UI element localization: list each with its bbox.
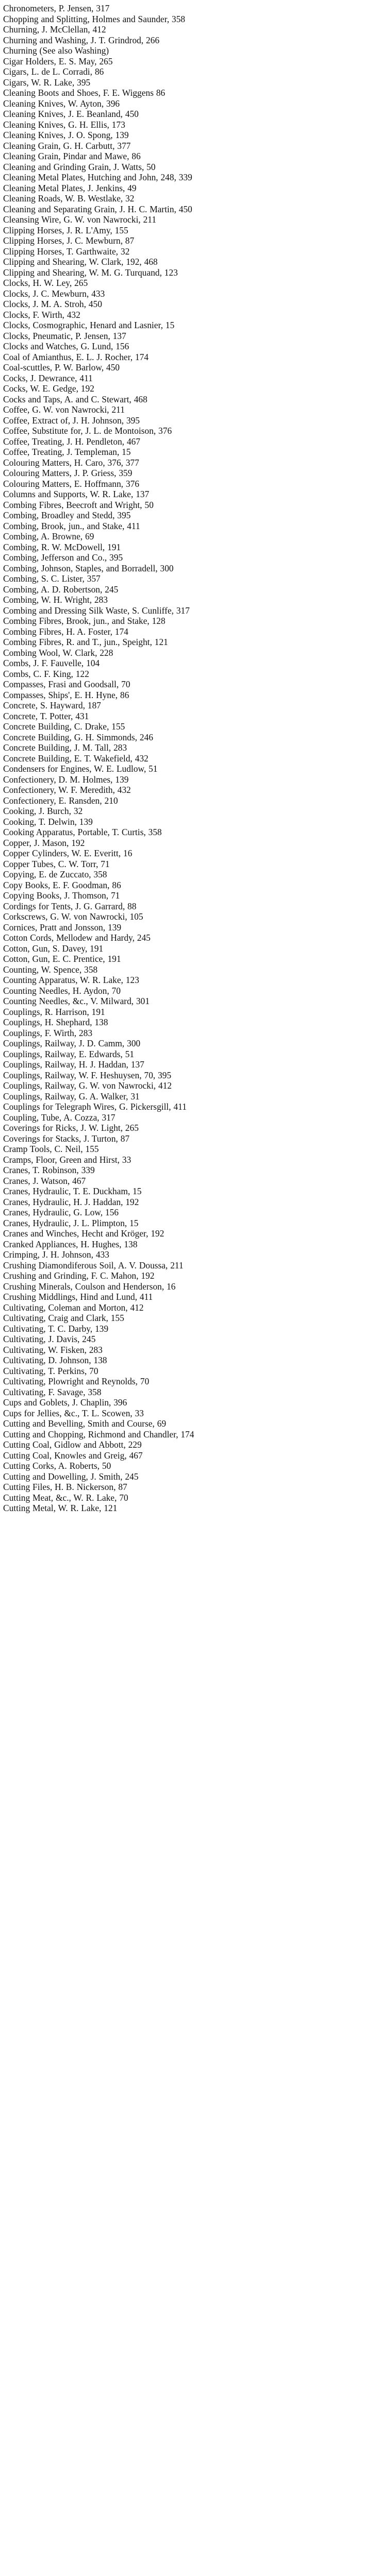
index-entry: Cutting Metal, W. R. Lake, 121 — [3, 1503, 118, 1513]
index-entry: Cleaning Grain, Pindar and Mawe, 86 — [3, 151, 141, 161]
index-entry: Combing, Broadley and Stedd, 395 — [3, 510, 131, 520]
index-entry: Cultivating, T. Perkins, 70 — [3, 1365, 99, 1376]
index-entry: Cleaning Boots and Shoes, F. E. Wiggens 86 — [3, 88, 166, 98]
index-entry: Concrete, T. Potter, 431 — [3, 710, 89, 721]
index-entry: Confectionery, E. Ransden, 210 — [3, 795, 118, 806]
index-entry: Couplings, Railway, G. W. von Nawrocki, 412 — [3, 1080, 172, 1091]
index-entry: Cranes and Winches, Hecht and Kröger, 192 — [3, 1228, 165, 1239]
index-entry: Cranes, J. Watson, 467 — [3, 1175, 86, 1186]
index-entry: Cultivating, Craig and Clark, 155 — [3, 1313, 124, 1323]
index-entry: Combing, Jefferson and Co., 395 — [3, 552, 123, 563]
index-entry: Clocks, J. M. A. Stroh, 450 — [3, 299, 102, 309]
index-entry: Copying, E. de Zuccato, 358 — [3, 869, 107, 879]
index-entry: Combing, A. Browne, 69 — [3, 531, 94, 541]
index-entry: Couplings for Telegraph Wires, G. Pickersgill, 411 — [3, 1101, 187, 1112]
index-entry: Cigars, W. R. Lake, 395 — [3, 77, 91, 88]
index-entry: Cocks, W. E. Gedge, 192 — [3, 383, 94, 394]
index-entry: Combing Fibres, Beecroft and Wright, 50 — [3, 499, 154, 510]
index-entry: Combing, S. C. Lister, 357 — [3, 573, 101, 584]
index-entry: Clocks and Watches, G. Lund, 156 — [3, 341, 129, 351]
index-entry: Crimping, J. H. Johnson, 433 — [3, 1249, 109, 1260]
index-entry: Counting, W. Spence, 358 — [3, 964, 98, 975]
index-entry: Cultivating, Plowright and Reynolds, 70 — [3, 1376, 150, 1386]
index-entry: Cultivating, W. Fisken, 283 — [3, 1344, 103, 1355]
index-entry: Clocks, J. C. Mewburn, 433 — [3, 288, 105, 299]
index-entry: Cutting Meat, &c., W. R. Lake, 70 — [3, 1492, 128, 1503]
index-entry: Cleaning and Grinding Grain, J. Watts, 50 — [3, 161, 156, 172]
index-entry: Concrete Building, J. M. Tall, 283 — [3, 742, 127, 753]
index-entry: Cotton Cords, Mellodew and Hardy, 245 — [3, 933, 151, 943]
index-entry: Copying Books, J. Thomson, 71 — [3, 890, 120, 901]
index-entry: Cotton, Gun, S. Davey, 191 — [3, 943, 104, 954]
index-entry: Cleaning Knives, J. O. Spong, 139 — [3, 130, 129, 140]
index-entry: Cranes, Hydraulic, J. L. Plimpton, 15 — [3, 1217, 139, 1228]
index-entry: Couplings, F. Wirth, 283 — [3, 1027, 93, 1038]
index-entry: Cranes, Hydraulic, G. Low, 156 — [3, 1207, 119, 1217]
index-entry: Colouring Matters, E. Hoffmann, 376 — [3, 478, 139, 489]
index-entry: Cups for Jellies, &c., T. L. Scowen, 33 — [3, 1408, 144, 1418]
index-entry: Coffee, Treating, J. H. Pendleton, 467 — [3, 436, 140, 447]
index-entry: Combing Fibres, H. A. Foster, 174 — [3, 626, 128, 637]
index-entry: Cotton, Gun, E. C. Prentice, 191 — [3, 954, 121, 964]
index-entry: Cornices, Pratt and Jonsson, 139 — [3, 922, 122, 933]
index-entry: Combing, R. W. McDowell, 191 — [3, 541, 121, 552]
index-entry: Condensers for Engines, W. E. Ludlow, 51 — [3, 764, 158, 774]
index-entry: Chopping and Splitting, Holmes and Saunder, 358 — [3, 13, 185, 24]
index-entry: Cutting Corks, A. Roberts, 50 — [3, 1461, 111, 1471]
index-entry: Cordings for Tents, J. G. Garrard, 88 — [3, 901, 137, 911]
index-entry: Cultivating, Coleman and Morton, 412 — [3, 1302, 144, 1313]
index-entry: Copper Cylinders, W. E. Everitt, 16 — [3, 848, 133, 858]
index-entry: Coffee, Substitute for, J. L. de Montoison, 376 — [3, 426, 172, 436]
index-entry: Couplings, Railway, H. J. Haddan, 137 — [3, 1059, 144, 1070]
index-entry: Cleaning and Separating Grain, J. H. C. Martin, 450 — [3, 204, 192, 214]
index-entry: Cultivating, J. Davis, 245 — [3, 1334, 96, 1344]
index-entry: Churning (See also Washing) — [3, 45, 109, 56]
index-entry: Cleaning Metal Plates, Hutching and John, 248, 339 — [3, 172, 192, 182]
index-entry: Couplings, Railway, G. A. Walker, 31 — [3, 1091, 140, 1101]
index-entry: Compasses, Frasi and Goodsall, 70 — [3, 679, 130, 689]
index-entry: Concrete Building, G. H. Simmonds, 246 — [3, 732, 153, 742]
index-entry: Coal of Amianthus, E. L. J. Rocher, 174 — [3, 351, 149, 362]
index-entry: Clocks, F. Wirth, 432 — [3, 309, 80, 320]
index-entry: Cooking, J. Burch, 32 — [3, 806, 83, 816]
index-entry: Cutting Files, H. B. Nickerson, 87 — [3, 1482, 127, 1492]
index-entry: Colouring Matters, H. Caro, 376, 377 — [3, 457, 139, 468]
index-entry: Counting Needles, H. Aydon, 70 — [3, 985, 121, 996]
index-entry: Cutting and Bevelling, Smith and Course, 69 — [3, 1418, 167, 1429]
index-entry: Combing and Dressing Silk Waste, S. Cunliffe, 317 — [3, 605, 190, 616]
index-entry: Clipping and Shearing, W. M. G. Turquand, 123 — [3, 267, 178, 278]
index-entry: Cleaning Knives, J. E. Beanland, 450 — [3, 109, 139, 119]
index-entry: Clocks, Pneumatic, P. Jensen, 137 — [3, 330, 126, 341]
index-entry: Crushing and Grinding, F. C. Mahon, 192 — [3, 1270, 155, 1281]
index-entry: Coverings for Stacks, J. Turton, 87 — [3, 1133, 130, 1144]
index-entry: Combing Wool, W. Clark, 228 — [3, 647, 113, 658]
index-entry: Cooking, T. Delwin, 139 — [3, 816, 93, 827]
index-entry: Crushing Minerals, Coulson and Henderson, 16 — [3, 1281, 176, 1292]
index-entry: Concrete Building, E. T. Wakefield, 432 — [3, 753, 149, 764]
index-entry: Counting Apparatus, W. R. Lake, 123 — [3, 975, 139, 985]
index-entry: Cleaning Roads, W. B. Westlake, 32 — [3, 193, 135, 204]
index-entry: Clipping Horses, J. C. Mewburn, 87 — [3, 235, 135, 246]
index-entry: Corkscrews, G. W. von Nawrocki, 105 — [3, 911, 143, 922]
index-entry: Cigars, L. de L. Corradi, 86 — [3, 66, 104, 77]
index-entry: Chronometers, P. Jensen, 317 — [3, 3, 110, 13]
index-entry: Crushing Diamondiferous Soil, A. V. Doussa, 211 — [3, 1260, 184, 1270]
index-entry: Clocks, H. W. Ley, 265 — [3, 278, 88, 288]
index-entry: Cranes, Hydraulic, T. E. Duckham, 15 — [3, 1186, 142, 1196]
index-entry: Coffee, Extract of, J. H. Johnson, 395 — [3, 415, 140, 426]
index-entry: Cleaning Metal Plates, J. Jenkins, 49 — [3, 182, 137, 193]
index-entry: Cigar Holders, E. S. May, 265 — [3, 56, 113, 66]
index-entry: Copper Tubes, C. W. Torr, 71 — [3, 858, 110, 869]
index-entry: Cutting Coal, Knowles and Greig, 467 — [3, 1450, 143, 1461]
index-entry: Couplings, Railway, J. D. Camm, 300 — [3, 1038, 141, 1048]
index-entry: Cramps, Floor, Green and Hirst, 33 — [3, 1154, 132, 1165]
index-entry: Cramp Tools, C. Neil, 155 — [3, 1144, 99, 1154]
index-entry: Churning and Washing, J. T. Grindrod, 266 — [3, 35, 160, 45]
index-entry: Coverings for Ricks, J. W. Light, 265 — [3, 1123, 139, 1133]
index-entry: Cleaning Knives, G. H. Ellis, 173 — [3, 119, 125, 130]
index-entry-list — [3, 3, 385, 1514]
index-entry: Cranes, Hydraulic, H. J. Haddan, 192 — [3, 1196, 139, 1207]
index-entry: Combs, J. F. Fauvelle, 104 — [3, 658, 100, 668]
index-entry: Couplings, Railway, W. F. Heshuysen, 70, 395 — [3, 1070, 172, 1080]
index-entry: Cleansing Wire, G. W. von Nawrocki, 211 — [3, 214, 156, 225]
index-entry: Cups and Goblets, J. Chaplin, 396 — [3, 1397, 127, 1408]
index-entry: Combing Fibres, R. and T., jun., Speight, 121 — [3, 637, 168, 647]
index-entry: Concrete Building, C. Drake, 155 — [3, 721, 125, 732]
index-entry: Cultivating, D. Johnson, 138 — [3, 1355, 107, 1365]
index-entry: Copper, J. Mason, 192 — [3, 837, 85, 848]
index-entry: Clipping and Shearing, W. Clark, 192, 468 — [3, 257, 158, 267]
index-entry: Combing, W. H. Wright, 283 — [3, 595, 108, 605]
index-entry: Concrete, S. Hayward, 187 — [3, 700, 101, 710]
index-entry: Clipping Horses, T. Garthwaite, 32 — [3, 246, 130, 257]
index-entry: Clocks, Cosmographic, Henard and Lasnier, 15 — [3, 320, 175, 330]
index-entry: Cocks and Taps, A. and C. Stewart, 468 — [3, 394, 148, 404]
index-entry: Couplings, R. Harrison, 191 — [3, 1006, 105, 1017]
index-entry: Coffee, Treating, J. Templeman, 15 — [3, 447, 131, 457]
index-entry: Compasses, Ships', E. H. Hyne, 86 — [3, 689, 129, 700]
index-entry: Churning, J. McClellan, 412 — [3, 24, 106, 35]
index-entry: Cutting and Dowelling, J. Smith, 245 — [3, 1471, 139, 1482]
index-entry: Cranes, T. Robinson, 339 — [3, 1165, 95, 1175]
index-entry: Cultivating, F. Savage, 358 — [3, 1386, 102, 1397]
index-entry: Cleaning Knives, W. Ayton, 396 — [3, 98, 120, 109]
index-entry: Couplings, H. Shephard, 138 — [3, 1017, 108, 1027]
index-entry: Confectionery, D. M. Holmes, 139 — [3, 774, 129, 785]
index-entry: Combing, A. D. Robertson, 245 — [3, 584, 119, 595]
index-entry: Combing Fibres, Brook, jun., and Stake, 128 — [3, 616, 166, 626]
index-entry: Copy Books, E. F. Goodman, 86 — [3, 879, 121, 890]
index-entry: Coffee, G. W. von Nawrocki, 211 — [3, 404, 125, 415]
index-entry: Cranked Appliances, H. Hughes, 138 — [3, 1239, 138, 1249]
index-entry: Cooking Apparatus, Portable, T. Curtis, 358 — [3, 827, 162, 837]
index-entry: Combs, C. F. King, 122 — [3, 668, 89, 679]
index-entry: Counting Needles, &c., V. Milward, 301 — [3, 996, 150, 1006]
index-entry: Coupling, Tube, A. Cozza, 317 — [3, 1112, 116, 1123]
index-entry: Coal-scuttles, P. W. Barlow, 450 — [3, 362, 120, 372]
index-entry: Cleaning Grain, G. H. Carbutt, 377 — [3, 140, 131, 151]
index-entry: Cutting Coal, Gidlow and Abbott, 229 — [3, 1439, 142, 1450]
index-entry: Couplings, Railway, E. Edwards, 51 — [3, 1048, 134, 1059]
index-entry: Cutting and Chopping, Richmond and Chandler, 174 — [3, 1429, 194, 1439]
index-entry: Combing, Johnson, Staples, and Borradell, 300 — [3, 563, 174, 573]
index-entry: Columns and Supports, W. R. Lake, 137 — [3, 489, 150, 499]
index-entry: Combing, Brook, jun., and Stake, 411 — [3, 520, 140, 531]
index-entry: Colouring Matters, J. P. Griess, 359 — [3, 468, 133, 478]
index-entry: Confectionery, W. F. Meredith, 432 — [3, 785, 131, 795]
index-entry: Cultivating, T. C. Darby, 139 — [3, 1323, 109, 1334]
index-entry: Crushing Middlings, Hind and Lund, 411 — [3, 1292, 153, 1302]
index-entry: Clipping Horses, J. R. L'Amy, 155 — [3, 225, 128, 235]
index-entry: Cocks, J. Dewrance, 411 — [3, 372, 93, 383]
